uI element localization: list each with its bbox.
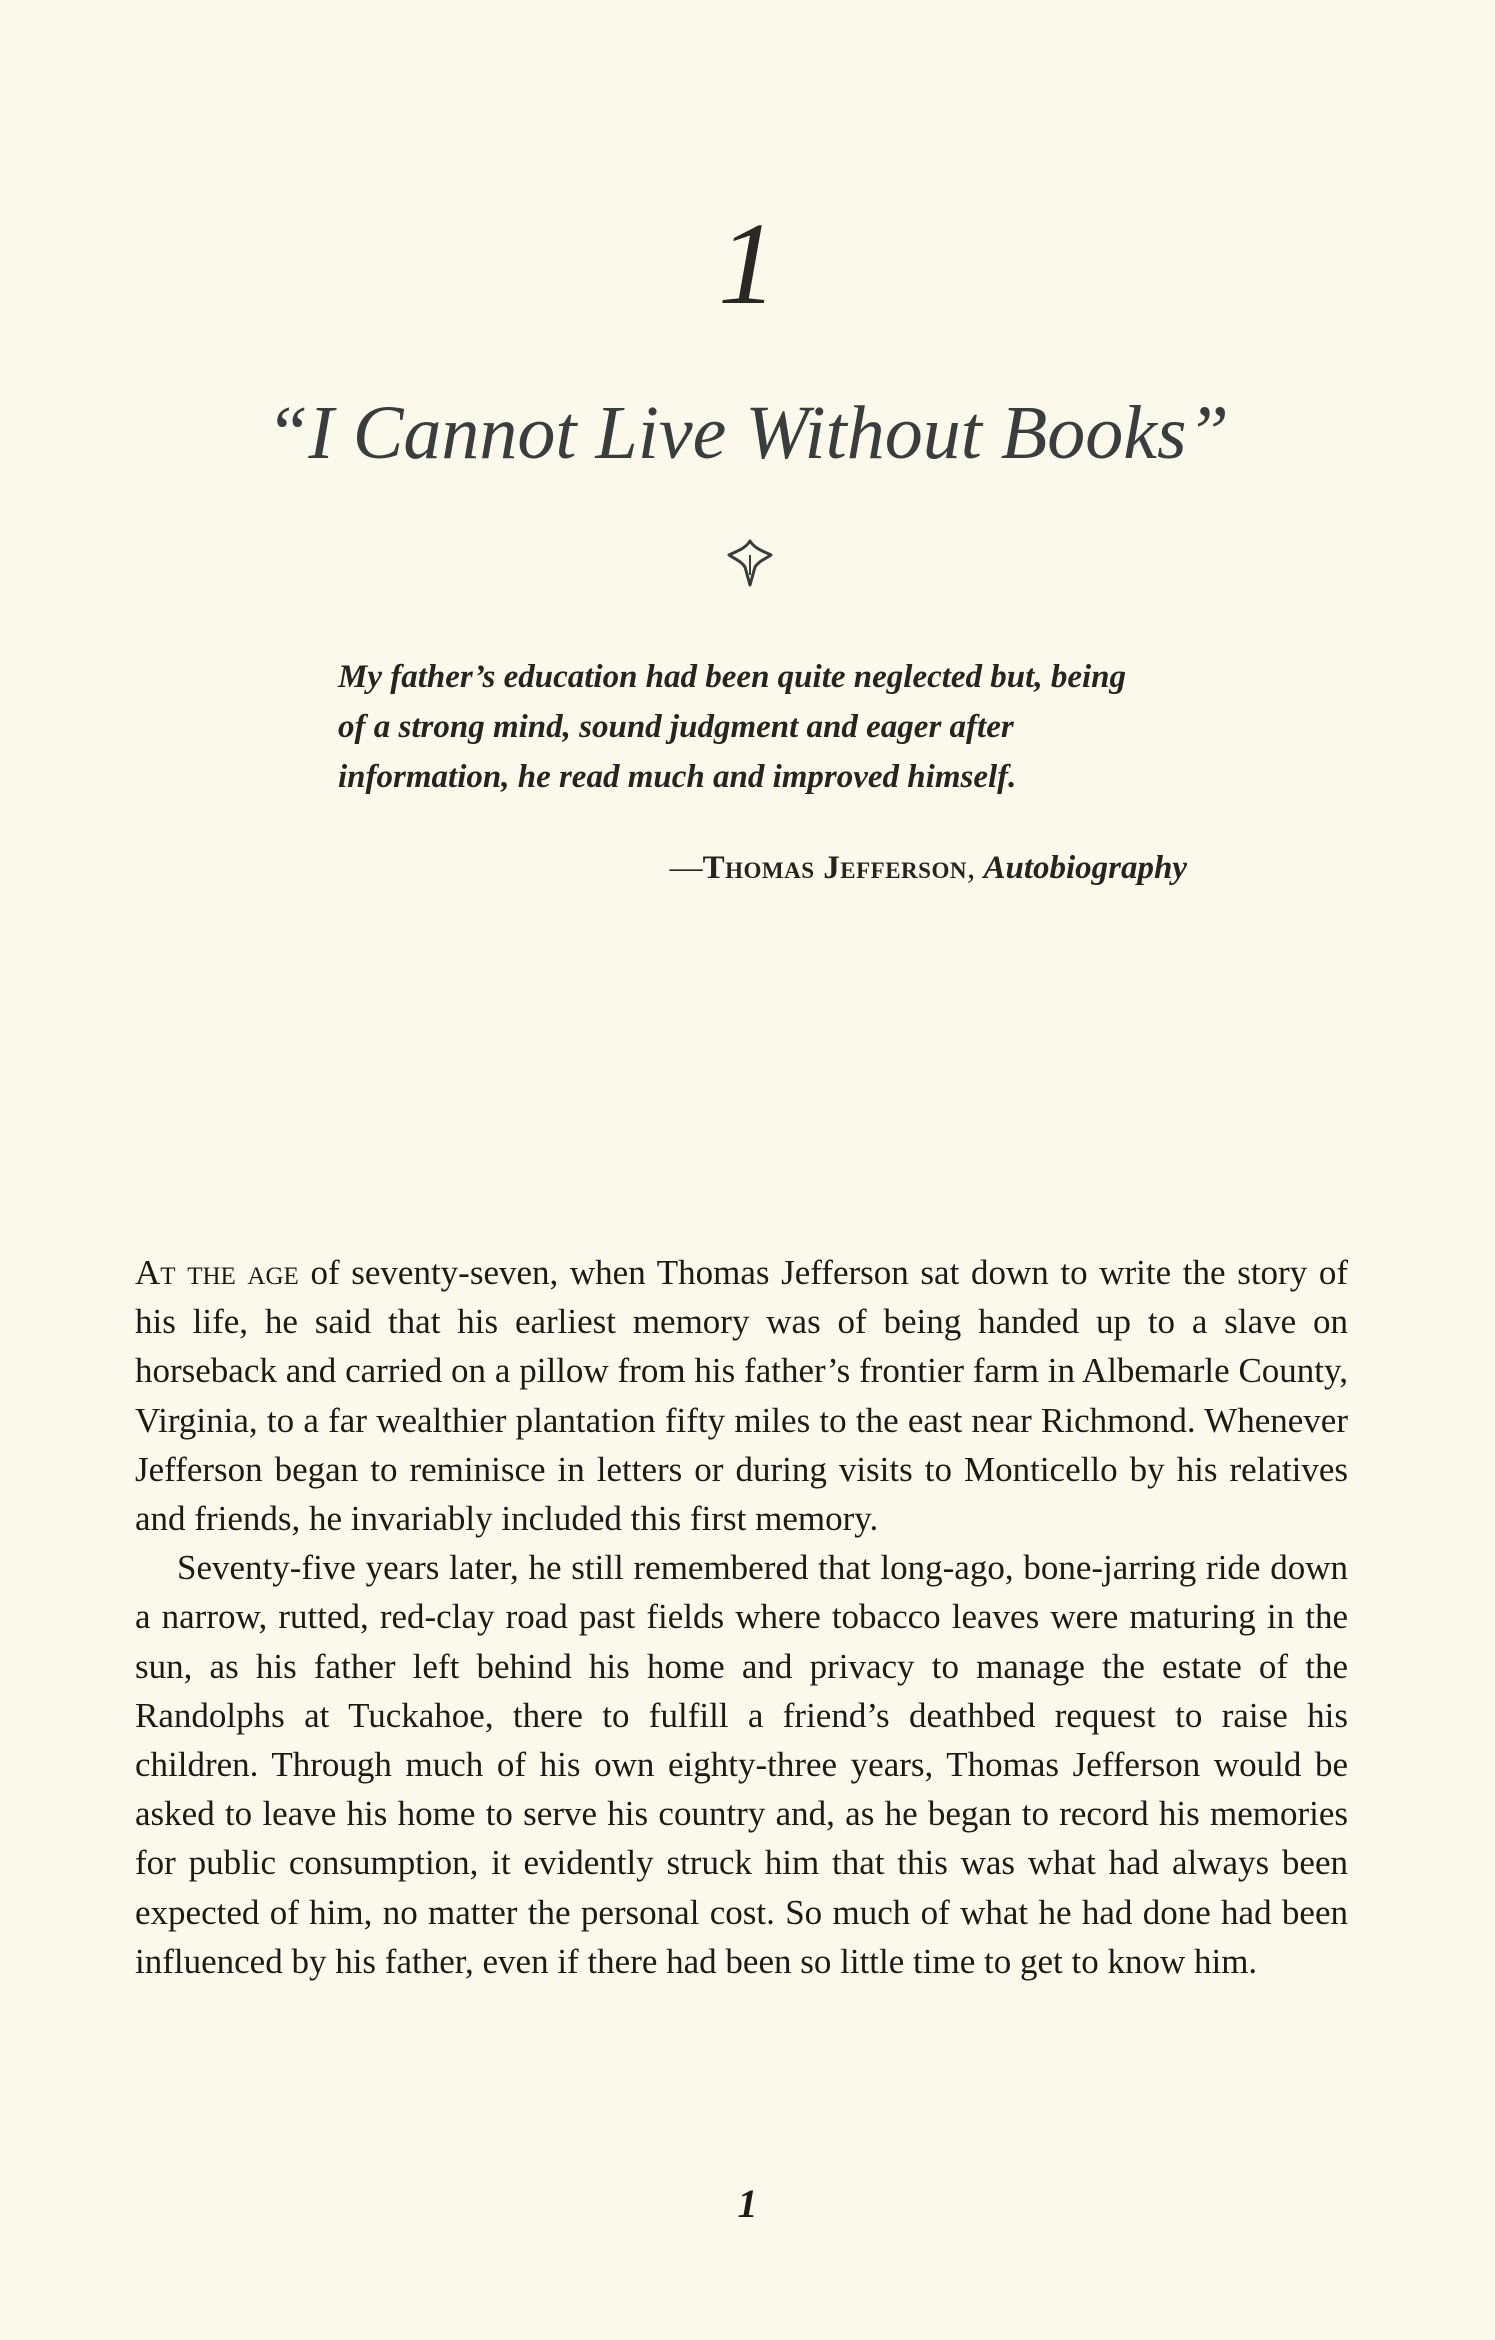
attribution-dash: — bbox=[669, 850, 703, 886]
chapter-body bbox=[135, 1248, 1348, 1986]
fleuron-ornament-icon bbox=[715, 535, 785, 595]
attribution-work: Autobiography bbox=[983, 850, 1187, 886]
epigraph-attribution bbox=[670, 852, 1187, 885]
paragraph-lead-in: At the age bbox=[135, 1253, 299, 1292]
paragraph-1-text: of seventy-seven, when Thomas Jefferson sat down to write the story of his life, he said that his earliest memory was of being handed up to a slave on horseback and carried on a pillow from his father’s frontier farm in Albemarle County, Virginia, to a far wealthier plantation fifty miles to the east near Richmond. Whenever Jefferson began to reminisce in letters or during visits to Monticello by his relatives and friends, he invariably included this first memory. bbox=[135, 1253, 1348, 1539]
body-paragraph-2: Seventy-five years later, he still remembered that long-ago, bone-jarring ride down a narrow, rutted, red-clay road past fields where tobacco leaves were maturing in the sun, as his father left behind his home and privacy to manage the estate of the Randolphs at Tuckahoe, there to fulfill a friend’s deathbed request to raise his children. Through much of his own eighty-three years, Thomas Jefferson would be asked to leave his home to serve his country and, as he began to record his memories for public consumption, it evidently struck him that this was what had always been expected of him, no matter the personal cost. So much of what he had done had been influenced by his father, even if there had been so little time to get to know him. bbox=[135, 1548, 1348, 1981]
epigraph-quote: My father’s education had been quite neglected but, being of a strong mind, sound judgment and eager after information, he read much and improved himself. bbox=[338, 659, 1126, 795]
attribution-author: Thomas Jefferson bbox=[702, 850, 967, 886]
page-number: 1 bbox=[737, 2181, 758, 2226]
attribution-separator: , bbox=[966, 850, 984, 886]
body-paragraph-1 bbox=[135, 1248, 1348, 1543]
chapter-title: “I Cannot Live Without Books” bbox=[266, 391, 1229, 475]
chapter-number: 1 bbox=[718, 198, 777, 329]
